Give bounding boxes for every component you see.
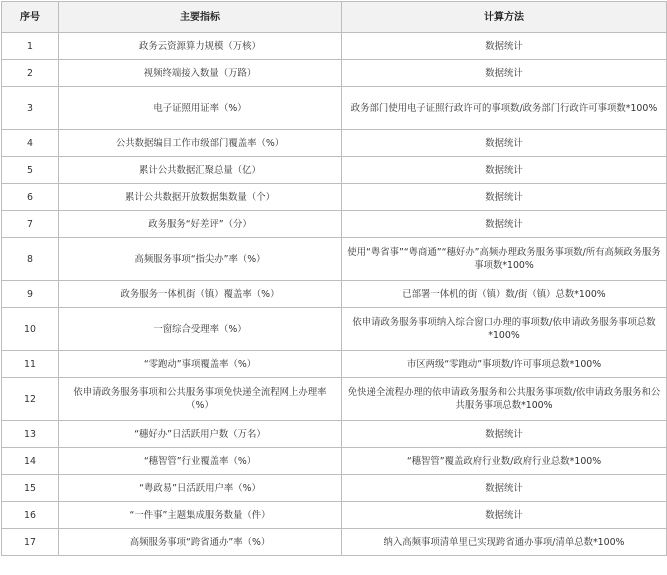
cell-method: 数据统计: [342, 184, 667, 211]
table-row: [2, 281, 667, 308]
cell-indicator: 政务服务一体机街（镇）覆盖率（%）: [59, 281, 342, 308]
cell-no: 17: [2, 529, 59, 556]
cell-no: 16: [2, 502, 59, 529]
cell-method: 使用“粤省事”“粤商通”“穗好办”高频办理政务服务事项数/所有高频政务服务事项数*100%: [342, 238, 667, 281]
cell-method: 政务部门使用电子证照行政许可的事项数/政务部门行政许可事项数*100%: [342, 87, 667, 130]
table-row: [2, 378, 667, 421]
table-row: [2, 87, 667, 130]
cell-method: 数据统计: [342, 475, 667, 502]
table-row: [2, 475, 667, 502]
table-row: [2, 502, 667, 529]
cell-no: 7: [2, 211, 59, 238]
cell-no: 6: [2, 184, 59, 211]
cell-no: 8: [2, 238, 59, 281]
table-row: [2, 308, 667, 351]
cell-indicator: “零跑动”事项覆盖率（%）: [59, 351, 342, 378]
cell-no: 9: [2, 281, 59, 308]
cell-method: 数据统计: [342, 60, 667, 87]
table-header-row: [2, 2, 667, 33]
cell-indicator: 政务云资源算力规模（万核）: [59, 33, 342, 60]
table-row: [2, 211, 667, 238]
cell-no: 3: [2, 87, 59, 130]
header-indicator: 主要指标: [59, 2, 342, 33]
cell-no: 1: [2, 33, 59, 60]
cell-indicator: “穗智管”行业覆盖率（%）: [59, 448, 342, 475]
cell-no: 13: [2, 421, 59, 448]
table-row: [2, 448, 667, 475]
cell-indicator: 公共数据编目工作市级部门覆盖率（%）: [59, 130, 342, 157]
cell-no: 12: [2, 378, 59, 421]
cell-method: 已部署一体机的街（镇）数/街（镇）总数*100%: [342, 281, 667, 308]
cell-indicator: 视频终端接入数量（万路）: [59, 60, 342, 87]
cell-indicator: 一窗综合受理率（%）: [59, 308, 342, 351]
cell-indicator: “一件事”主题集成服务数量（件）: [59, 502, 342, 529]
table-row: [2, 60, 667, 87]
cell-indicator: 高频服务事项“指尖办”率（%）: [59, 238, 342, 281]
cell-method: 纳入高频事项清单里已实现跨省通办事项/清单总数*100%: [342, 529, 667, 556]
header-no: 序号: [2, 2, 59, 33]
table-row: [2, 351, 667, 378]
cell-no: 10: [2, 308, 59, 351]
cell-indicator: 累计公共数据汇聚总量（亿）: [59, 157, 342, 184]
cell-indicator: “穗好办”日活跃用户数（万名）: [59, 421, 342, 448]
table-row: [2, 130, 667, 157]
cell-indicator: 累计公共数据开放数据集数量（个）: [59, 184, 342, 211]
table-row: [2, 157, 667, 184]
cell-method: 数据统计: [342, 421, 667, 448]
cell-no: 2: [2, 60, 59, 87]
cell-method: 数据统计: [342, 502, 667, 529]
cell-method: 数据统计: [342, 130, 667, 157]
cell-no: 15: [2, 475, 59, 502]
header-method: 计算方法: [342, 2, 667, 33]
table-row: [2, 238, 667, 281]
table-row: [2, 184, 667, 211]
cell-no: 4: [2, 130, 59, 157]
cell-method: 数据统计: [342, 157, 667, 184]
cell-method: 免快递全流程办理的依申请政务服务和公共服务事项数/依申请政务服务和公共服务事项总数*100%: [342, 378, 667, 421]
cell-method: 市区两级“零跑动”事项数/许可事项总数*100%: [342, 351, 667, 378]
table-row: [2, 529, 667, 556]
table-row: [2, 33, 667, 60]
cell-method: “穗智管”覆盖政府行业数/政府行业总数*100%: [342, 448, 667, 475]
cell-method: 数据统计: [342, 33, 667, 60]
cell-no: 14: [2, 448, 59, 475]
cell-indicator: “粤政易”日活跃用户率（%）: [59, 475, 342, 502]
cell-method: 数据统计: [342, 211, 667, 238]
cell-no: 11: [2, 351, 59, 378]
cell-indicator: 依申请政务服务事项和公共服务事项免快递全流程网上办理率（%）: [59, 378, 342, 421]
cell-indicator: 政务服务“好差评”（分）: [59, 211, 342, 238]
indicator-table: [1, 1, 667, 556]
cell-method: 依申请政务服务事项纳入综合窗口办理的事项数/依申请政务服务事项总数*100%: [342, 308, 667, 351]
cell-indicator: 电子证照用证率（%）: [59, 87, 342, 130]
cell-indicator: 高频服务事项“跨省通办”率（%）: [59, 529, 342, 556]
cell-no: 5: [2, 157, 59, 184]
table-row: [2, 421, 667, 448]
